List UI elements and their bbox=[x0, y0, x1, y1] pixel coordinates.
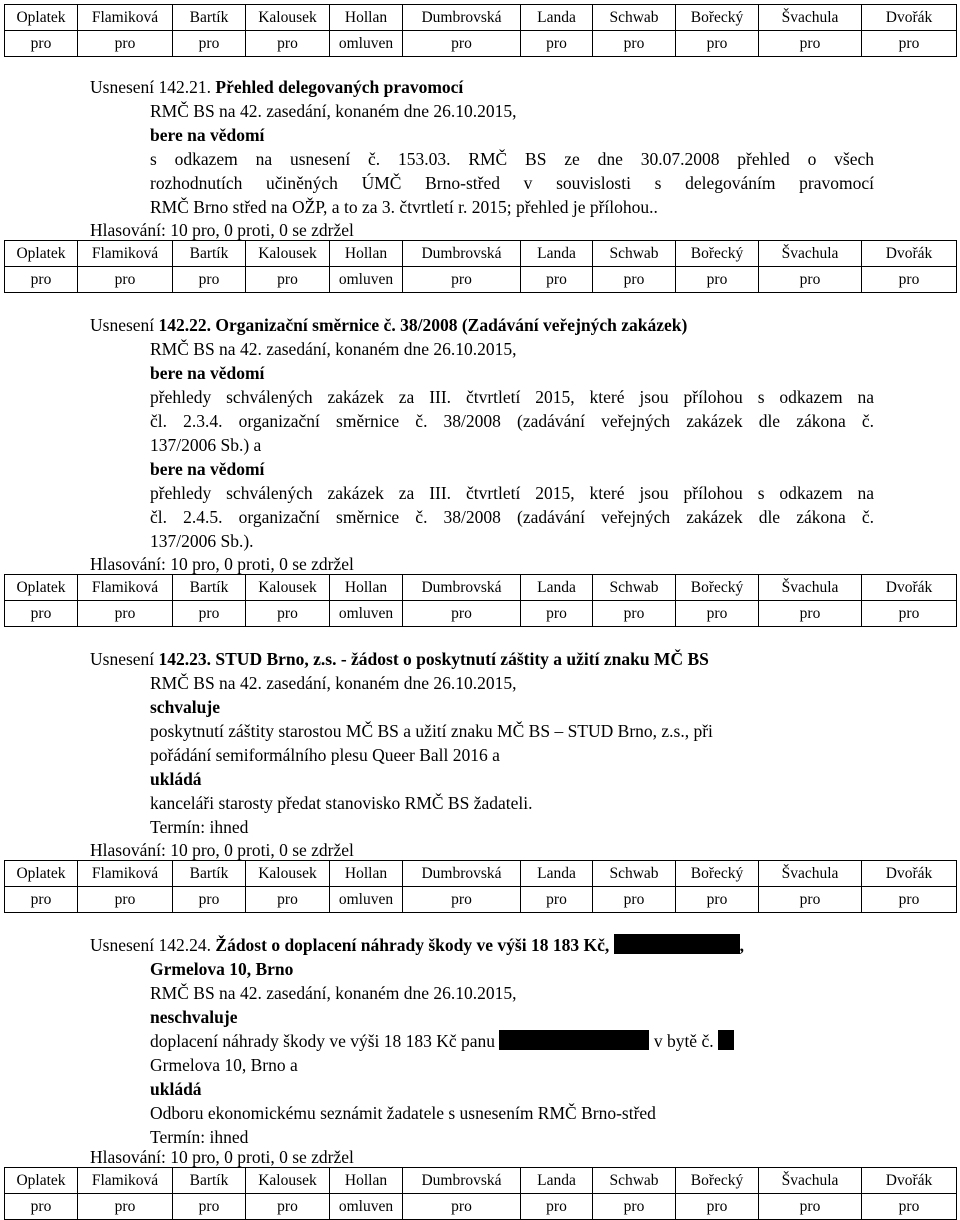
vote-header-row bbox=[5, 1168, 957, 1194]
member-name: Flamiková bbox=[78, 575, 173, 601]
member-name: Dumbrovská bbox=[403, 241, 521, 267]
resolution-text: 137/2006 Sb.). bbox=[150, 531, 254, 551]
member-name: Dvořák bbox=[862, 575, 957, 601]
vote-value-row bbox=[5, 887, 957, 913]
member-vote: omluven bbox=[330, 887, 403, 913]
resolution-text: 137/2006 Sb.) a bbox=[150, 435, 262, 455]
member-name: Kalousek bbox=[246, 5, 330, 31]
vote-result: Hlasování: 10 pro, 0 proti, 0 se zdržel bbox=[90, 554, 354, 574]
member-vote: pro bbox=[521, 601, 593, 627]
vote-table bbox=[4, 240, 957, 293]
member-name: Bartík bbox=[173, 241, 246, 267]
member-vote: pro bbox=[403, 601, 521, 627]
member-vote: pro bbox=[759, 267, 862, 293]
decision-verb: neschvaluje bbox=[150, 1007, 238, 1027]
vote-header-row bbox=[5, 575, 957, 601]
member-vote: pro bbox=[5, 601, 78, 627]
member-vote: pro bbox=[593, 31, 676, 57]
resolution-title-line2: Grmelova 10, Brno bbox=[150, 959, 294, 979]
member-name: Landa bbox=[521, 241, 593, 267]
member-vote: pro bbox=[78, 31, 173, 57]
member-vote: pro bbox=[521, 1194, 593, 1220]
decision-verb: bere na vědomí bbox=[150, 459, 265, 479]
member-vote: pro bbox=[862, 887, 957, 913]
member-vote: pro bbox=[173, 1194, 246, 1220]
member-vote: pro bbox=[403, 267, 521, 293]
member-vote: pro bbox=[5, 887, 78, 913]
redacted-number bbox=[718, 1030, 734, 1050]
member-name: Kalousek bbox=[246, 241, 330, 267]
resolution-title: Usnesení 142.21. Přehled delegovaných pravomocí bbox=[90, 77, 464, 97]
member-vote: pro bbox=[246, 601, 330, 627]
resolution-title: Usnesení 142.23. STUD Brno, z.s. - žádost o poskytnutí záštity a užití znaku MČ BS bbox=[90, 649, 709, 669]
member-vote: pro bbox=[676, 31, 759, 57]
decision-verb: bere na vědomí bbox=[150, 125, 265, 145]
member-name: Švachula bbox=[759, 5, 862, 31]
member-vote: pro bbox=[5, 267, 78, 293]
resolution-text: pořádání semiformálního plesu Queer Ball 2016 a bbox=[150, 745, 500, 765]
vote-result: Hlasování: 10 pro, 0 proti, 0 se zdržel bbox=[90, 220, 354, 240]
member-name: Flamiková bbox=[78, 241, 173, 267]
member-vote: pro bbox=[593, 1194, 676, 1220]
member-name: Oplatek bbox=[5, 241, 78, 267]
resolution-text: Odboru ekonomickému seznámit žadatele s usnesením RMČ Brno-střed bbox=[150, 1103, 656, 1123]
member-vote: pro bbox=[78, 267, 173, 293]
member-name: Flamiková bbox=[78, 861, 173, 887]
vote-table bbox=[4, 860, 957, 913]
member-name: Švachula bbox=[759, 1168, 862, 1194]
member-vote: pro bbox=[78, 1194, 173, 1220]
vote-header-row bbox=[5, 5, 957, 31]
member-name: Oplatek bbox=[5, 1168, 78, 1194]
member-name: Bartík bbox=[173, 1168, 246, 1194]
member-vote: pro bbox=[403, 887, 521, 913]
member-vote: pro bbox=[676, 601, 759, 627]
member-name: Bartík bbox=[173, 861, 246, 887]
redacted-name bbox=[614, 934, 740, 954]
vote-header-row bbox=[5, 861, 957, 887]
vote-value-row bbox=[5, 31, 957, 57]
member-vote: pro bbox=[759, 601, 862, 627]
member-name: Schwab bbox=[593, 575, 676, 601]
member-name: Landa bbox=[521, 861, 593, 887]
member-vote: pro bbox=[521, 887, 593, 913]
resolution-text: RMČ Brno střed na OŽP, a to za 3. čtvrtletí r. 2015; přehled je přílohou.. bbox=[150, 197, 658, 217]
member-name: Oplatek bbox=[5, 861, 78, 887]
member-vote: pro bbox=[173, 267, 246, 293]
vote-value-row bbox=[5, 267, 957, 293]
resolution-text: přehledy schválených zakázek za III. čtvrtletí 2015, které jsou přílohou s odkazem na bbox=[150, 483, 874, 503]
member-vote: pro bbox=[173, 31, 246, 57]
member-name: Oplatek bbox=[5, 575, 78, 601]
member-name: Schwab bbox=[593, 861, 676, 887]
member-name: Oplatek bbox=[5, 5, 78, 31]
member-name: Dvořák bbox=[862, 5, 957, 31]
resolution-text: Grmelova 10, Brno a bbox=[150, 1055, 298, 1075]
resolution-text: rozhodnutích učiněných ÚMČ Brno-střed v souvislosti s delegováním pravomocí bbox=[150, 173, 874, 193]
member-vote: pro bbox=[862, 1194, 957, 1220]
meeting-line: RMČ BS na 42. zasedání, konaném dne 26.10.2015, bbox=[150, 339, 517, 359]
member-vote: pro bbox=[173, 887, 246, 913]
vote-value-row bbox=[5, 601, 957, 627]
member-vote: pro bbox=[521, 267, 593, 293]
member-vote: pro bbox=[759, 1194, 862, 1220]
member-vote: pro bbox=[862, 601, 957, 627]
member-vote: pro bbox=[593, 887, 676, 913]
member-vote: pro bbox=[78, 887, 173, 913]
member-vote: pro bbox=[246, 31, 330, 57]
resolution-text: doplacení náhrady škody ve výši 18 183 Kč panu v bytě č. bbox=[150, 1029, 734, 1053]
decision-verb: ukládá bbox=[150, 769, 202, 789]
resolution-text: čl. 2.4.5. organizační směrnice č. 38/2008 (zadávání veřejných zakázek dle zákona č. bbox=[150, 507, 874, 527]
meeting-line: RMČ BS na 42. zasedání, konaném dne 26.10.2015, bbox=[150, 983, 517, 1003]
member-name: Kalousek bbox=[246, 861, 330, 887]
decision-verb: bere na vědomí bbox=[150, 363, 265, 383]
member-name: Schwab bbox=[593, 241, 676, 267]
member-vote: pro bbox=[173, 601, 246, 627]
vote-result: Hlasování: 10 pro, 0 proti, 0 se zdržel bbox=[90, 1147, 354, 1167]
redacted-name bbox=[499, 1030, 649, 1050]
member-vote: omluven bbox=[330, 31, 403, 57]
member-vote: omluven bbox=[330, 267, 403, 293]
member-vote: pro bbox=[759, 887, 862, 913]
deadline: Termín: ihned bbox=[150, 1127, 249, 1147]
member-name: Flamiková bbox=[78, 5, 173, 31]
member-name: Hollan bbox=[330, 1168, 403, 1194]
meeting-line: RMČ BS na 42. zasedání, konaném dne 26.10.2015, bbox=[150, 101, 517, 121]
member-vote: pro bbox=[246, 267, 330, 293]
member-vote: pro bbox=[246, 1194, 330, 1220]
member-vote: omluven bbox=[330, 601, 403, 627]
vote-result: Hlasování: 10 pro, 0 proti, 0 se zdržel bbox=[90, 840, 354, 860]
vote-header-row bbox=[5, 241, 957, 267]
member-name: Hollan bbox=[330, 575, 403, 601]
member-name: Kalousek bbox=[246, 1168, 330, 1194]
member-name: Dvořák bbox=[862, 1168, 957, 1194]
resolution-text: přehledy schválených zakázek za III. čtvrtletí 2015, které jsou přílohou s odkazem na bbox=[150, 387, 874, 407]
member-vote: pro bbox=[676, 1194, 759, 1220]
meeting-line: RMČ BS na 42. zasedání, konaném dne 26.10.2015, bbox=[150, 673, 517, 693]
member-name: Švachula bbox=[759, 241, 862, 267]
member-name: Bořecký bbox=[676, 241, 759, 267]
member-name: Schwab bbox=[593, 5, 676, 31]
member-vote: pro bbox=[5, 1194, 78, 1220]
member-name: Bořecký bbox=[676, 575, 759, 601]
member-vote: pro bbox=[676, 267, 759, 293]
member-name: Schwab bbox=[593, 1168, 676, 1194]
member-name: Bořecký bbox=[676, 5, 759, 31]
vote-table bbox=[4, 4, 957, 57]
member-vote: pro bbox=[521, 31, 593, 57]
member-vote: pro bbox=[759, 31, 862, 57]
member-vote: pro bbox=[862, 31, 957, 57]
member-name: Bartík bbox=[173, 575, 246, 601]
member-name: Hollan bbox=[330, 241, 403, 267]
member-name: Dvořák bbox=[862, 241, 957, 267]
member-name: Dumbrovská bbox=[403, 575, 521, 601]
member-vote: pro bbox=[5, 31, 78, 57]
member-vote: pro bbox=[403, 31, 521, 57]
member-name: Landa bbox=[521, 5, 593, 31]
vote-table bbox=[4, 1167, 957, 1220]
decision-verb: ukládá bbox=[150, 1079, 202, 1099]
member-vote: pro bbox=[862, 267, 957, 293]
member-name: Dumbrovská bbox=[403, 861, 521, 887]
member-vote: pro bbox=[593, 601, 676, 627]
resolution-text: kanceláři starosty předat stanovisko RMČ BS žadateli. bbox=[150, 793, 533, 813]
member-name: Dumbrovská bbox=[403, 1168, 521, 1194]
member-vote: pro bbox=[593, 267, 676, 293]
vote-table bbox=[4, 574, 957, 627]
member-vote: omluven bbox=[330, 1194, 403, 1220]
decision-verb: schvaluje bbox=[150, 697, 220, 717]
resolution-text: poskytnutí záštity starostou MČ BS a užití znaku MČ BS – STUD Brno, z.s., při bbox=[150, 721, 713, 741]
member-name: Dumbrovská bbox=[403, 5, 521, 31]
member-vote: pro bbox=[78, 601, 173, 627]
resolution-title: Usnesení 142.22. Organizační směrnice č. 38/2008 (Zadávání veřejných zakázek) bbox=[90, 315, 688, 335]
deadline: Termín: ihned bbox=[150, 817, 249, 837]
member-name: Švachula bbox=[759, 861, 862, 887]
member-name: Švachula bbox=[759, 575, 862, 601]
member-name: Bartík bbox=[173, 5, 246, 31]
member-name: Landa bbox=[521, 575, 593, 601]
member-name: Hollan bbox=[330, 861, 403, 887]
resolution-title: Usnesení 142.24. Žádost o doplacení náhrady škody ve výši 18 183 Kč, , bbox=[90, 935, 744, 955]
member-vote: pro bbox=[246, 887, 330, 913]
member-name: Bořecký bbox=[676, 1168, 759, 1194]
member-name: Landa bbox=[521, 1168, 593, 1194]
member-name: Kalousek bbox=[246, 575, 330, 601]
member-name: Bořecký bbox=[676, 861, 759, 887]
member-name: Hollan bbox=[330, 5, 403, 31]
member-vote: pro bbox=[676, 887, 759, 913]
member-name: Flamiková bbox=[78, 1168, 173, 1194]
resolution-text: s odkazem na usnesení č. 153.03. RMČ BS ze dne 30.07.2008 přehled o všech bbox=[150, 149, 874, 169]
member-name: Dvořák bbox=[862, 861, 957, 887]
member-vote: pro bbox=[403, 1194, 521, 1220]
resolution-text: čl. 2.3.4. organizační směrnice č. 38/2008 (zadávání veřejných zakázek dle zákona č. bbox=[150, 411, 874, 431]
